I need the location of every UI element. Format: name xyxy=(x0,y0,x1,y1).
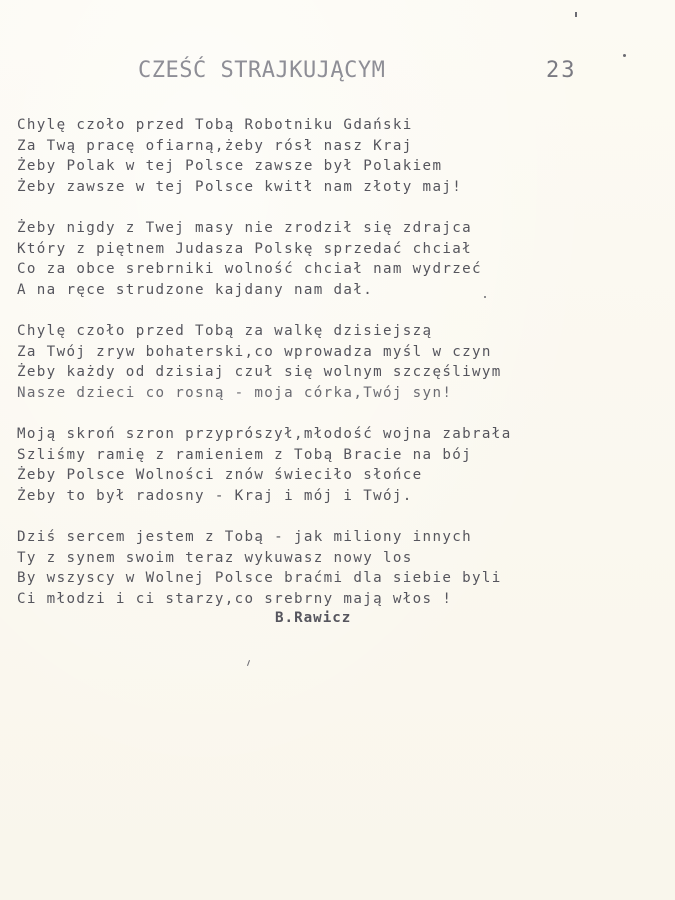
poem-line: Za Twą pracę ofiarną,żeby rósł nasz Kraj xyxy=(17,137,413,154)
poem-line: Żeby nigdy z Twej masy nie zrodził się zdrajca xyxy=(17,220,473,236)
poem-line: Żeby Polsce Wolności znów świeciło słońce xyxy=(17,467,423,483)
stray-mark xyxy=(247,660,250,666)
poem-line: Moją skroń szron przyprószył,młodość wojna zabrała xyxy=(17,426,512,442)
author-signature: B.Rawicz xyxy=(275,610,352,626)
stanza-3 xyxy=(17,321,657,403)
poem-line: Żeby zawsze w tej Polsce kwitł nam złoty maj! xyxy=(17,178,463,195)
poem-line: Dziś sercem jestem z Tobą - jak miliony innych xyxy=(17,529,473,545)
stanza-2 xyxy=(17,218,657,300)
stray-mark xyxy=(623,54,626,57)
stray-mark xyxy=(484,296,486,298)
page-number: 23 xyxy=(546,58,577,83)
stanza-5 xyxy=(17,527,657,609)
poem-line: By wszyscy w Wolnej Polsce braćmi dla siebie byli xyxy=(17,570,502,586)
poem-line: Chylę czoło przed Tobą Robotniku Gdański xyxy=(17,117,413,133)
stanza-1 xyxy=(17,115,657,197)
poem-line: Co za obce srebrniki wolność chciał nam wydrzeć xyxy=(17,261,482,277)
poem-title: CZEŚĆ STRAJKUJĄCYM xyxy=(138,58,386,83)
poem-line: Żeby Polak w tej Polsce zawsze był Polakiem xyxy=(17,158,443,174)
poem-line: Ci młodzi i ci starzy,co srebrny mają włos ! xyxy=(17,590,453,607)
poem-line: A na ręce strudzone kajdany nam dał. xyxy=(17,281,374,298)
poem-line: Nasze dzieci co rosną - moja córka,Twój syn! xyxy=(17,384,453,401)
poem-line: Ty z synem swoim teraz wykuwasz nowy los xyxy=(17,549,413,566)
poem-line: Chylę czoło przed Tobą za walkę dzisiejszą xyxy=(17,323,433,339)
poem-line: Szliśmy ramię z ramieniem z Tobą Bracie na bój xyxy=(17,446,473,463)
page-header xyxy=(138,58,598,88)
poem-line: Za Twój zryw bohaterski,co wprowadza myśl w czyn xyxy=(17,343,492,360)
poem-body xyxy=(17,115,657,630)
poem-line: Który z piętnem Judasza Polskę sprzedać chciał xyxy=(17,240,473,257)
stray-mark xyxy=(575,12,577,17)
poem-line: Żeby każdy od dzisiaj czuł się wolnym szczęśliwym xyxy=(17,364,502,380)
poem-line: Żeby to był radosny - Kraj i mój i Twój. xyxy=(17,487,413,504)
stanza-4 xyxy=(17,424,657,506)
